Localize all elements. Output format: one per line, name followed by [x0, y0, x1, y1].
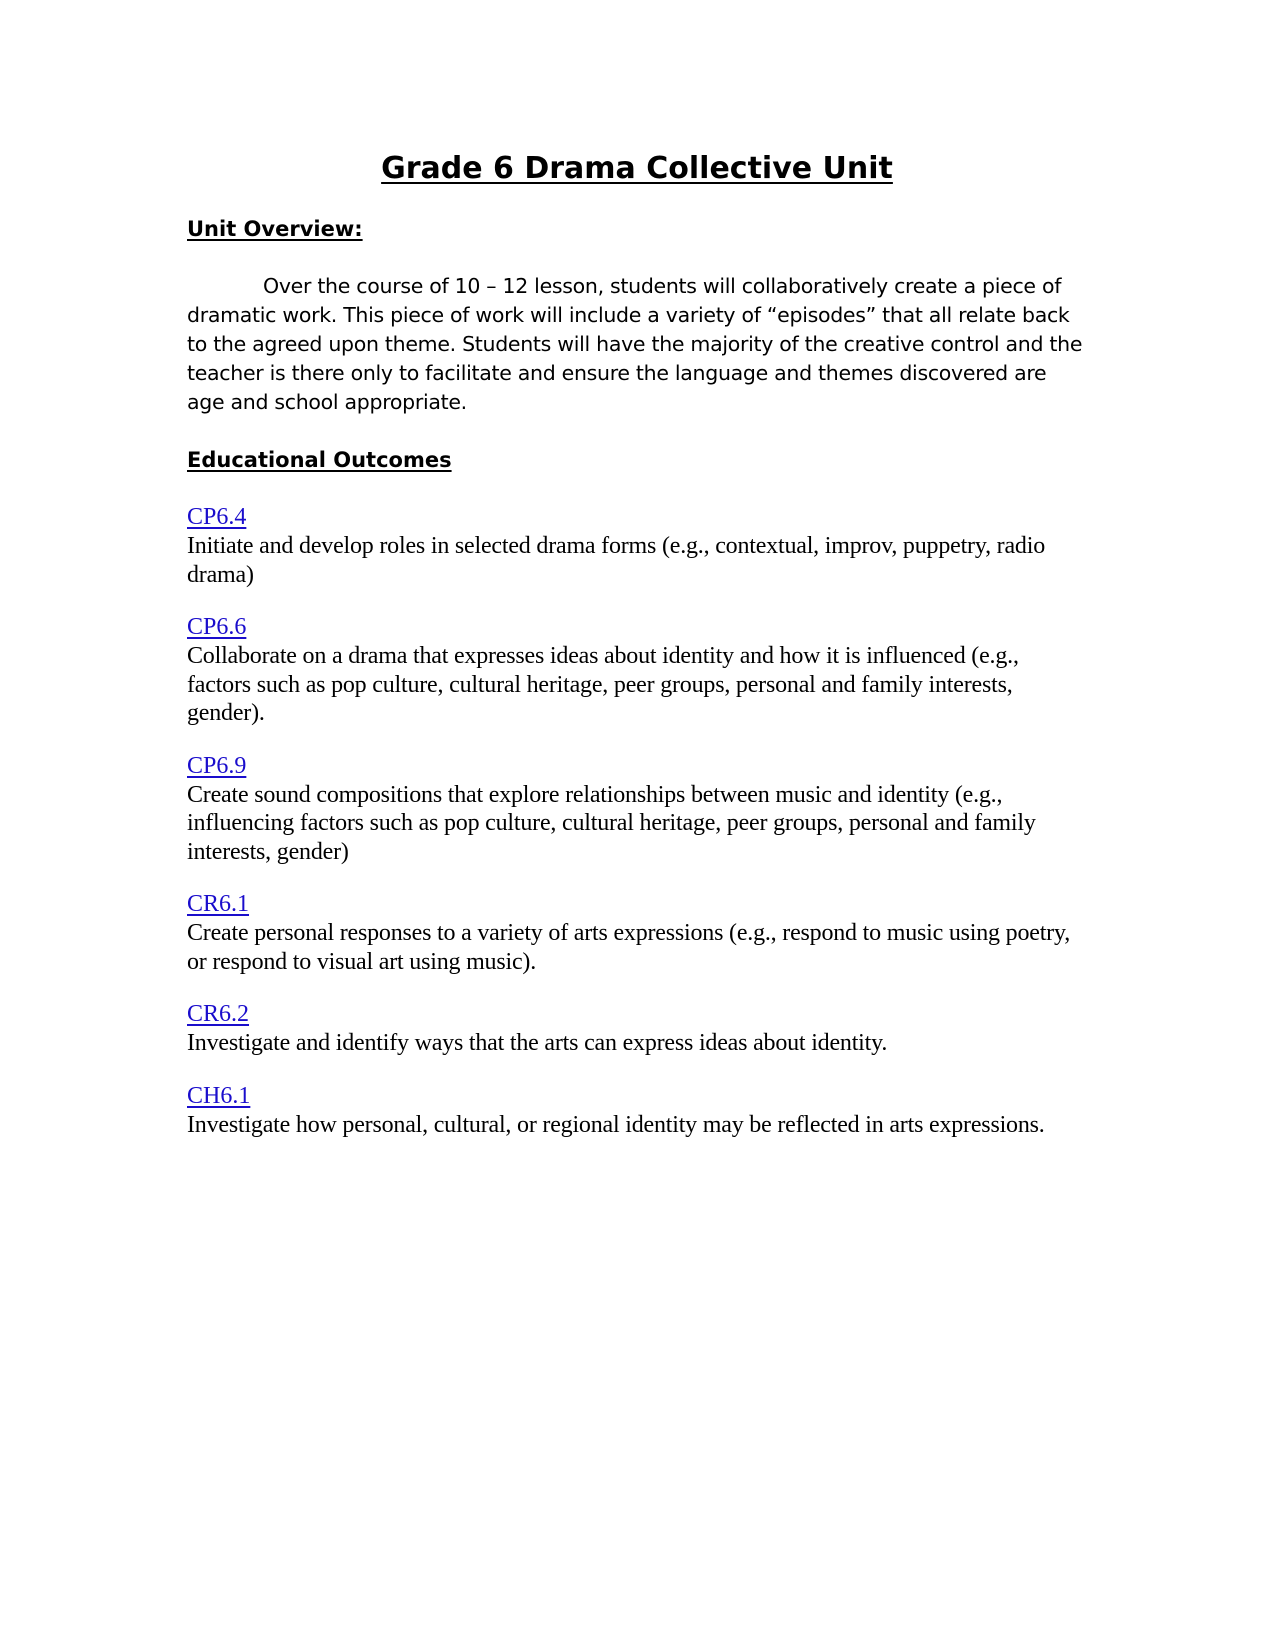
outcome-link-cp6-9[interactable]: CP6.9	[187, 752, 247, 779]
educational-outcomes-heading-text: Educational Outcomes	[187, 448, 452, 472]
document-content	[187, 148, 1087, 1163]
outcome-link-cp6-4[interactable]: CP6.4	[187, 504, 247, 530]
outcome-description-cr6-1: Create personal responses to a variety of arts expressions (e.g., respond to music using poetry, or respond to visual art using music).	[187, 920, 1071, 975]
outcome-item-ch6-1	[187, 1082, 1087, 1140]
outcome-item-cr6-2	[187, 1000, 1087, 1058]
outcome-link-cp6-6[interactable]: CP6.6	[187, 614, 247, 640]
document-title-text: Grade 6 Drama Collective Unit	[381, 151, 893, 186]
outcome-item-cp6-6	[187, 613, 1087, 728]
unit-overview-heading	[187, 214, 1087, 244]
outcome-item-cr6-1	[187, 890, 1087, 976]
outcome-link-cr6-1[interactable]: CR6.1	[187, 891, 250, 917]
outcome-description-cr6-2: Investigate and identify ways that the arts can express ideas about identity.	[187, 1030, 888, 1056]
document-title	[187, 148, 1087, 190]
outcome-list	[187, 503, 1087, 1139]
unit-overview-paragraph: Over the course of 10 – 12 lesson, students will collaboratively create a piece of dramatic work. This piece of work will include a variety of “episodes” that all relate back to the agreed upon theme. Students will have the majority of the creative control and the teacher is there only to facilitate and ensure the language and themes discovered are age and school appropriate.	[187, 274, 1083, 414]
outcome-link-cr6-2[interactable]: CR6.2	[187, 1001, 250, 1027]
outcome-item-cp6-4	[187, 503, 1087, 589]
unit-overview-heading-text: Unit Overview:	[187, 217, 363, 241]
outcome-description-cp6-9: Create sound compositions that explore relationships between music and identity (e.g., influencing factors such as pop culture, cultural heritage, peer groups, personal and family interests, gender)	[187, 781, 1036, 865]
outcome-item-cp6-9	[187, 752, 1087, 867]
outcome-description-ch6-1: Investigate how personal, cultural, or regional identity may be reflected in arts expressions.	[187, 1111, 1045, 1138]
outcome-description-cp6-6: Collaborate on a drama that expresses ideas about identity and how it is influenced (e.g., factors such as pop culture, cultural heritage, peer groups, personal and family interests, gender).	[187, 643, 1019, 726]
outcome-link-ch6-1[interactable]: CH6.1	[187, 1082, 251, 1109]
educational-outcomes-heading	[187, 445, 1087, 475]
outcome-description-cp6-4: Initiate and develop roles in selected drama forms (e.g., contextual, improv, puppetry, radio drama)	[187, 533, 1045, 588]
